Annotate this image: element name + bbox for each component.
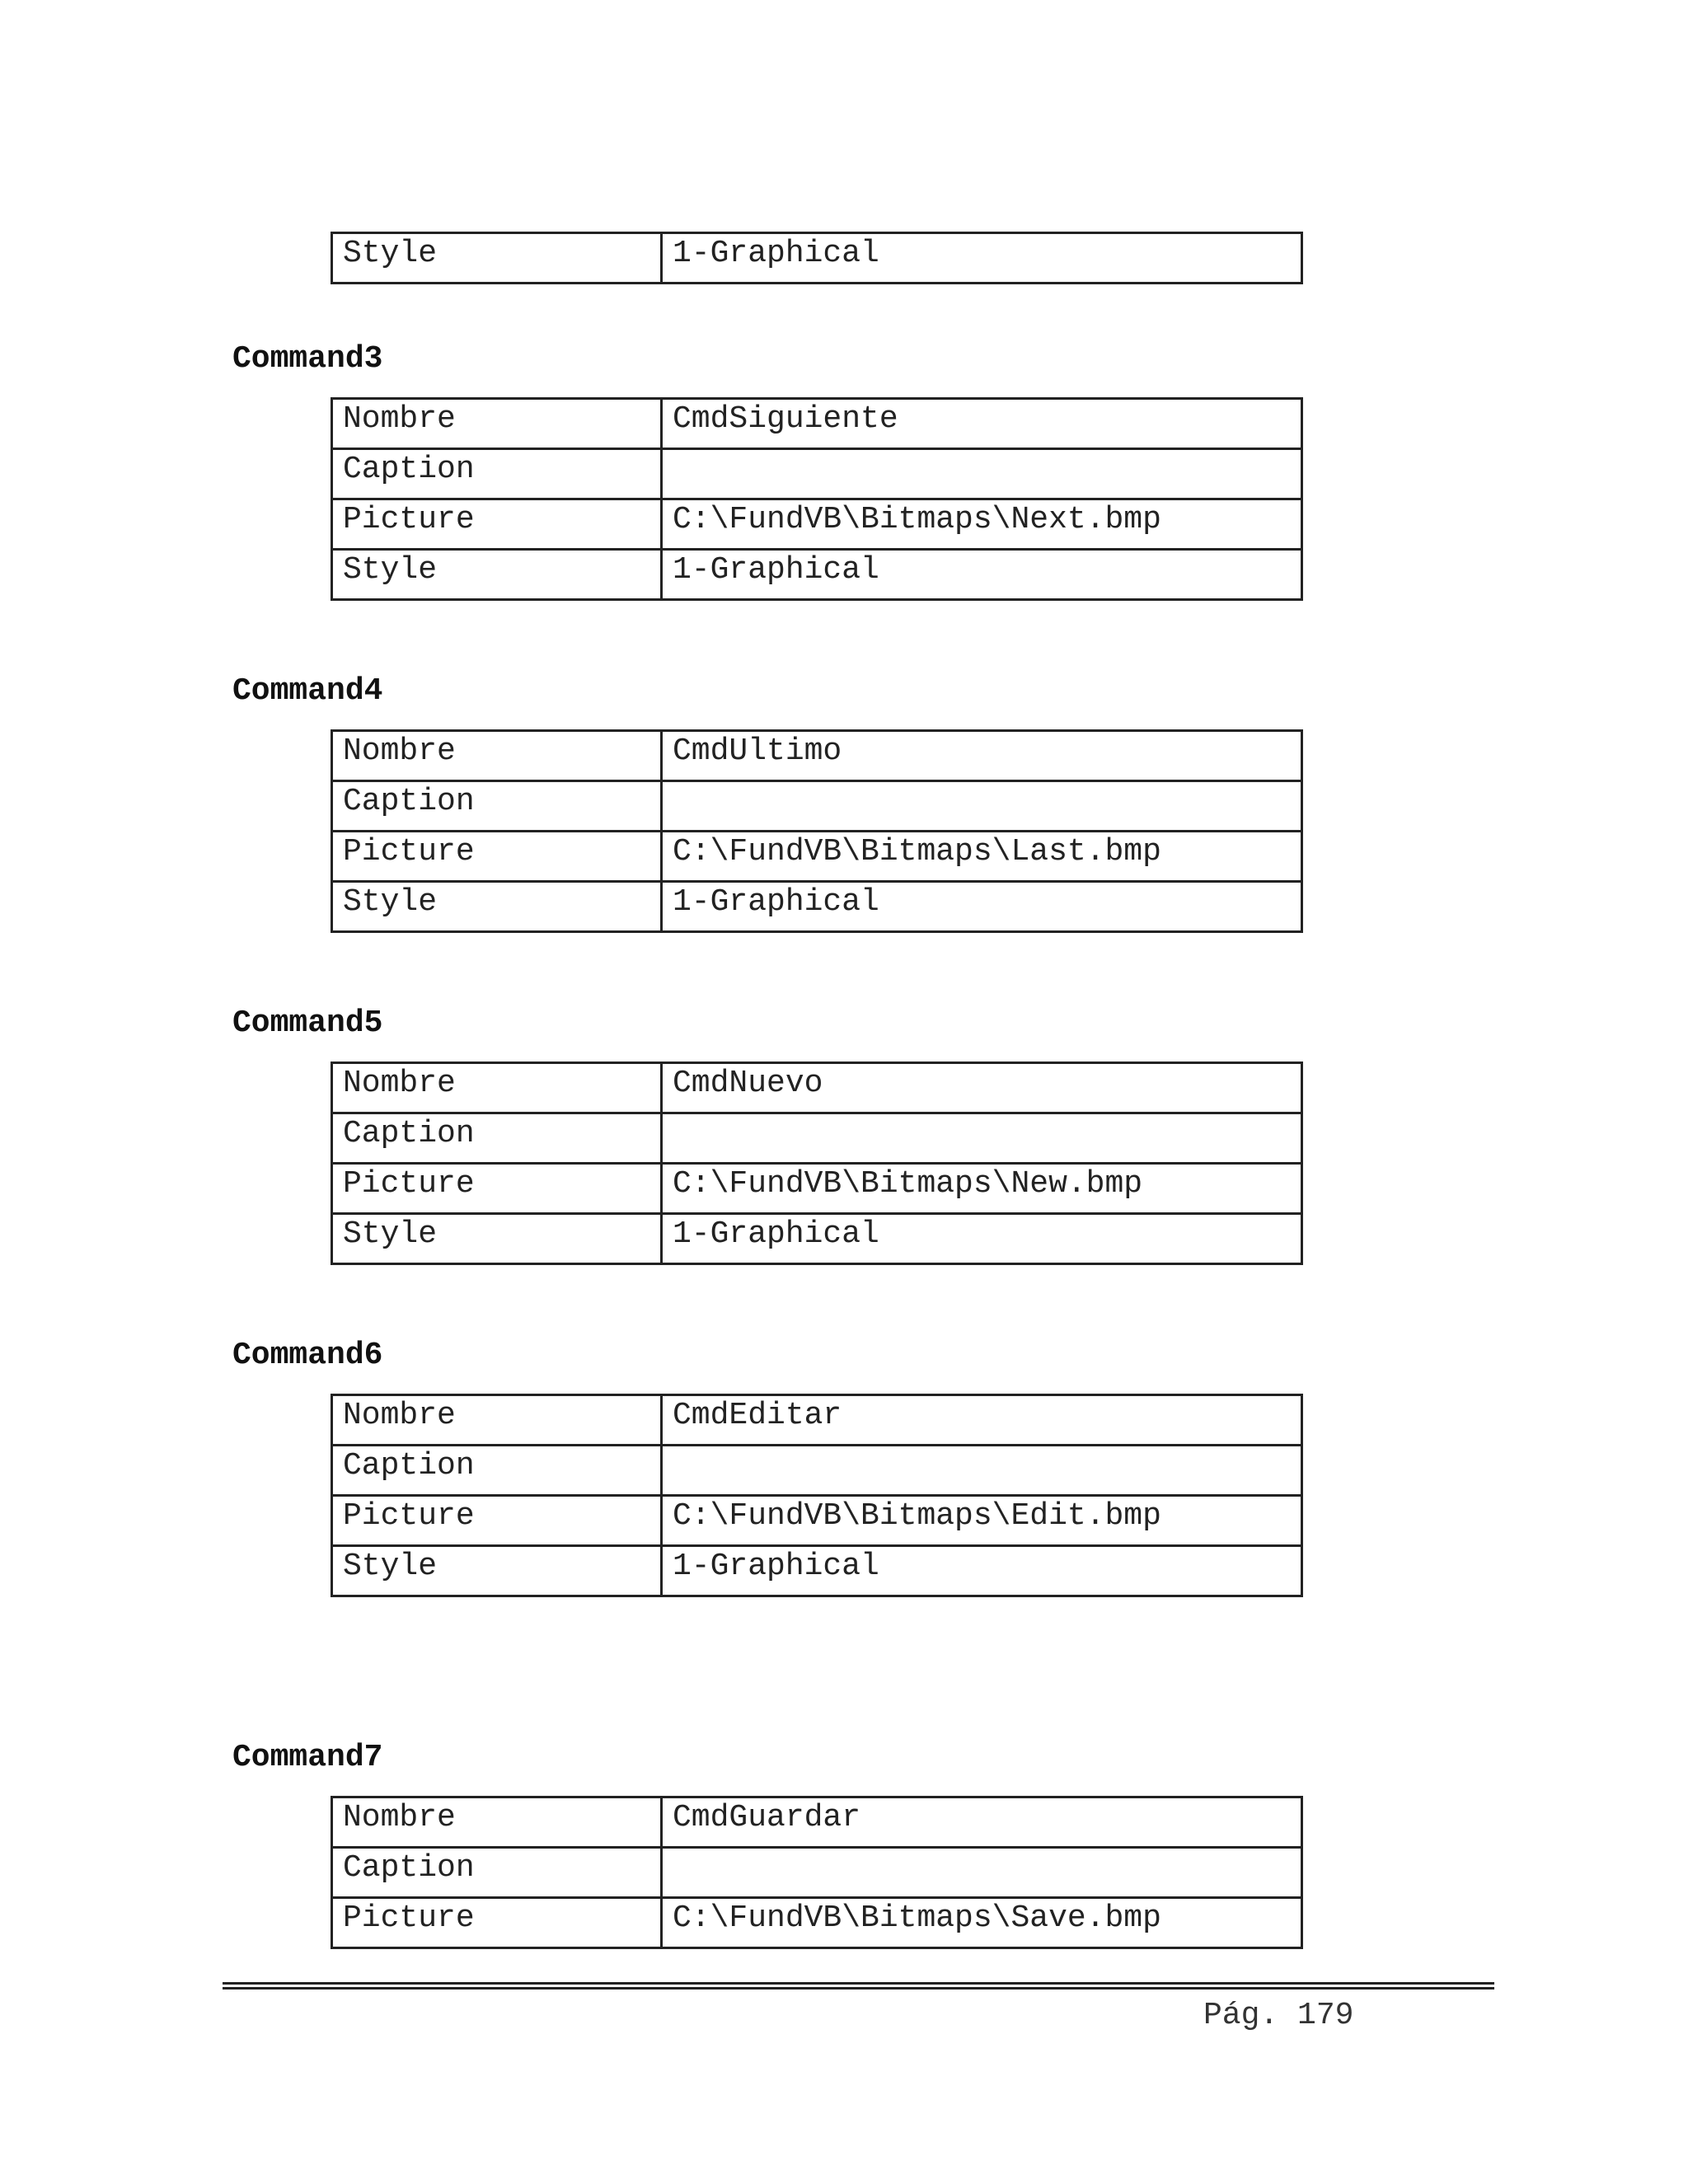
properties-table-continued bbox=[331, 232, 1303, 284]
property-name: Picture bbox=[332, 499, 662, 550]
table-row bbox=[332, 1446, 1302, 1496]
property-value: C:\FundVB\Bitmaps\Edit.bmp bbox=[662, 1496, 1302, 1546]
property-name: Nombre bbox=[332, 1063, 662, 1113]
property-name: Caption bbox=[332, 449, 662, 499]
property-name: Picture bbox=[332, 1898, 662, 1948]
property-name: Style bbox=[332, 233, 662, 284]
property-value: 1-Graphical bbox=[662, 882, 1302, 932]
page-number: Pág. 179 bbox=[1203, 1998, 1354, 2033]
property-name: Style bbox=[332, 1214, 662, 1264]
property-name: Caption bbox=[332, 1446, 662, 1496]
footer-rule bbox=[223, 1982, 1494, 1990]
table-row bbox=[332, 449, 1302, 499]
section-heading-command5: Command5 bbox=[232, 1005, 383, 1041]
property-value bbox=[662, 781, 1302, 832]
table-row bbox=[332, 1214, 1302, 1264]
property-name: Nombre bbox=[332, 1797, 662, 1848]
property-value: 1-Graphical bbox=[662, 550, 1302, 600]
property-value: 1-Graphical bbox=[662, 233, 1302, 284]
property-name: Style bbox=[332, 550, 662, 600]
property-value bbox=[662, 1446, 1302, 1496]
section-heading-command4: Command4 bbox=[232, 673, 383, 709]
table-row bbox=[332, 1063, 1302, 1113]
property-name: Nombre bbox=[332, 731, 662, 781]
table-row bbox=[332, 1395, 1302, 1446]
property-value: CmdEditar bbox=[662, 1395, 1302, 1446]
property-value: CmdUltimo bbox=[662, 731, 1302, 781]
table-row bbox=[332, 1898, 1302, 1948]
property-name: Picture bbox=[332, 832, 662, 882]
section-heading-command3: Command3 bbox=[232, 341, 383, 377]
properties-table-command3 bbox=[331, 397, 1303, 601]
table-row bbox=[332, 550, 1302, 600]
table-row bbox=[332, 499, 1302, 550]
section-heading-command7: Command7 bbox=[232, 1740, 383, 1775]
property-value: C:\FundVB\Bitmaps\New.bmp bbox=[662, 1164, 1302, 1214]
property-value bbox=[662, 449, 1302, 499]
table-row bbox=[332, 882, 1302, 932]
property-name: Caption bbox=[332, 1113, 662, 1164]
property-value: C:\FundVB\Bitmaps\Next.bmp bbox=[662, 499, 1302, 550]
property-value: 1-Graphical bbox=[662, 1546, 1302, 1596]
property-value: CmdSiguiente bbox=[662, 399, 1302, 449]
property-name: Caption bbox=[332, 1848, 662, 1898]
property-value: C:\FundVB\Bitmaps\Last.bmp bbox=[662, 832, 1302, 882]
property-value: 1-Graphical bbox=[662, 1214, 1302, 1264]
property-name: Style bbox=[332, 1546, 662, 1596]
property-name: Picture bbox=[332, 1164, 662, 1214]
properties-table-command5 bbox=[331, 1062, 1303, 1265]
properties-table-command4 bbox=[331, 729, 1303, 933]
property-name: Style bbox=[332, 882, 662, 932]
table-row bbox=[332, 233, 1302, 284]
property-name: Caption bbox=[332, 781, 662, 832]
table-row bbox=[332, 1546, 1302, 1596]
table-row bbox=[332, 731, 1302, 781]
property-name: Nombre bbox=[332, 399, 662, 449]
property-name: Nombre bbox=[332, 1395, 662, 1446]
table-row bbox=[332, 1797, 1302, 1848]
section-heading-command6: Command6 bbox=[232, 1338, 383, 1373]
property-value bbox=[662, 1848, 1302, 1898]
property-value: CmdNuevo bbox=[662, 1063, 1302, 1113]
property-value: C:\FundVB\Bitmaps\Save.bmp bbox=[662, 1898, 1302, 1948]
table-row bbox=[332, 832, 1302, 882]
table-row bbox=[332, 399, 1302, 449]
table-row bbox=[332, 1496, 1302, 1546]
properties-table-command6 bbox=[331, 1394, 1303, 1597]
property-name: Picture bbox=[332, 1496, 662, 1546]
property-value: CmdGuardar bbox=[662, 1797, 1302, 1848]
table-row bbox=[332, 1113, 1302, 1164]
table-row bbox=[332, 1848, 1302, 1898]
table-row bbox=[332, 781, 1302, 832]
table-row bbox=[332, 1164, 1302, 1214]
properties-table-command7 bbox=[331, 1796, 1303, 1949]
property-value bbox=[662, 1113, 1302, 1164]
